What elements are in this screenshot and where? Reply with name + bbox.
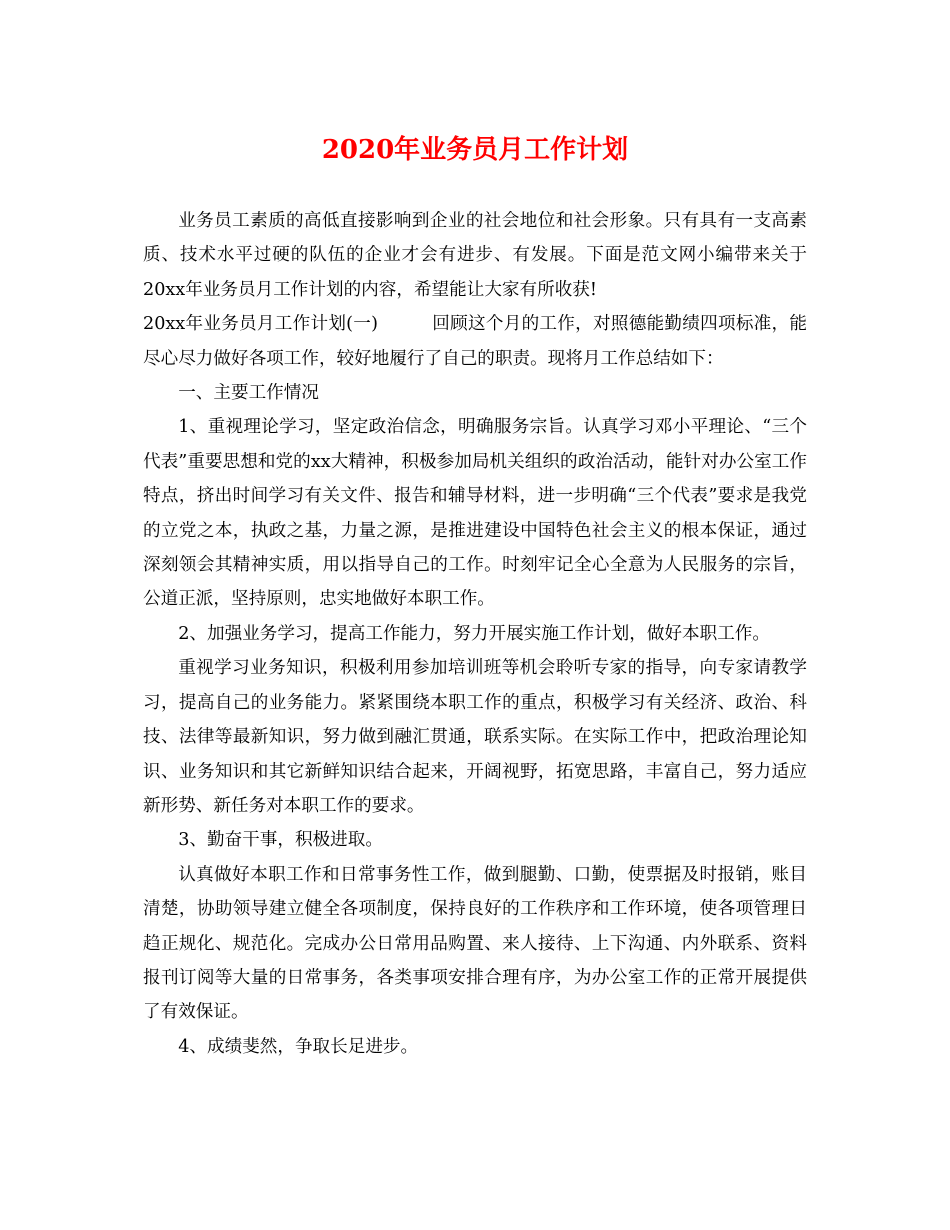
document-title: 2020年业务员月工作计划 — [321, 135, 629, 165]
paragraph-plan-heading — [143, 307, 807, 376]
document-body — [143, 204, 807, 1064]
paragraph-item-1: 1、重视理论学习，坚定政治信念，明确服务宗旨。认真学习邓小平理论、“三个代表”重要思想和党的xx大精神，积极参加局机关组织的政治活动，能针对办公室工作特点，挤出时间学习有关文件、报告和辅导材料，进一步明确“三个代表”要求是我党的立党之本，执政之基，力量之源，是推进建设中国特色社会主义的根本保证，通过深刻领会其精神实质，用以指导自己的工作。时刻牢记全心全意为人民服务的宗旨，公道正派，坚持原则，忠实地做好本职工作。 — [143, 417, 807, 610]
paragraph-item-2-detail: 重视学习业务知识，积极利用参加培训班等机会聆听专家的指导，向专家请教学习，提高自己的业务能力。紧紧围绕本职工作的重点，积极学习有关经济、政治、科技、法律等最新知识，努力做到融汇贯通，联系实际。在实际工作中，把政治理论知识、业务知识和其它新鲜知识结合起来，开阔视野，拓宽思路，丰富自己，努力适应新形势、新任务对本职工作的要求。 — [143, 658, 807, 816]
paragraph-item-3-detail: 认真做好本职工作和日常事务性工作，做到腿勤、口勤，使票据及时报销，账目清楚，协助领导建立健全各项制度，保持良好的工作秩序和工作环境，使各项管理日趋正规化、规范化。完成办公日常用品购置、来人接待、上下沟通、内外联系、资料报刊订阅等大量的日常事务，各类事项安排合理有序，为办公室工作的正常开展提供了有效保证。 — [143, 864, 807, 1023]
paragraph-item-4: 4、成绩斐然，争取长足进步。 — [178, 1036, 419, 1057]
paragraph-item-2: 2、加强业务学习，提高工作能力，努力开展实施工作计划，做好本职工作。 — [178, 623, 770, 644]
plan-review-text: 回顾这个月的工作，对照德能勤绩四项标准，能尽心尽力做好各项工作，较好地履行了自己的职责。现将月工作总结如下： — [143, 314, 807, 369]
paragraph-section-heading: 一、主要工作情况 — [178, 383, 319, 404]
paragraph-intro: 业务员工素质的高低直接影响到企业的社会地位和社会形象。只有具有一支高素质、技术水平过硬的队伍的企业才会有进步、有发展。下面是范文网小编带来关于20xx年业务员月工作计划的内容，希望能让大家有所收获! — [143, 211, 807, 300]
plan-heading-label: 20xx年业务员月工作计划(一) — [143, 314, 379, 335]
paragraph-item-3: 3、勤奋干事，积极进取。 — [178, 830, 383, 851]
